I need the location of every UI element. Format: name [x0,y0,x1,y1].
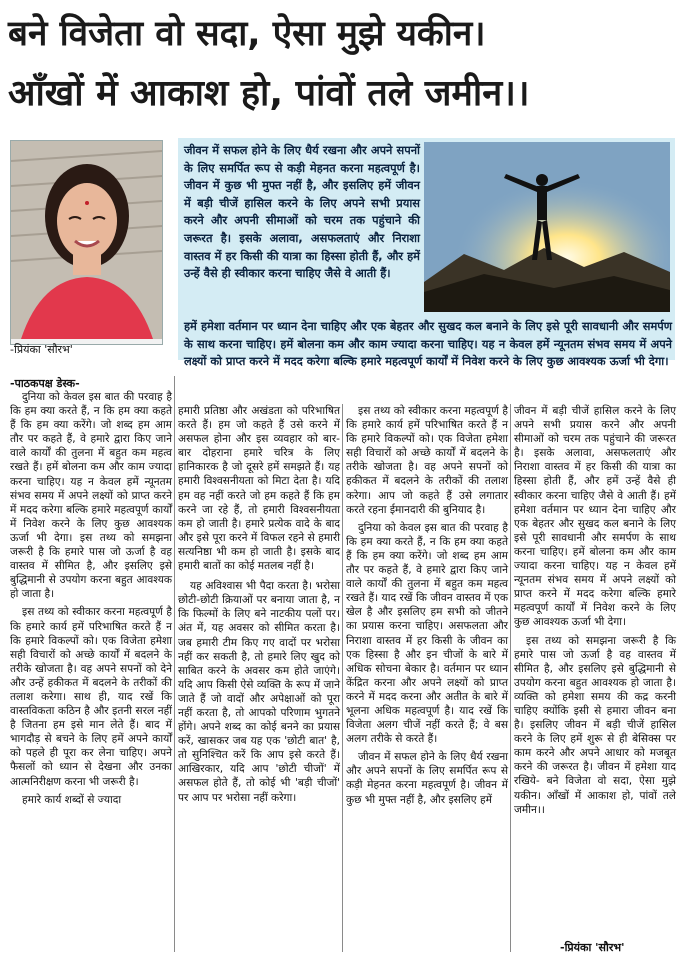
column-1-paragraph: इस तथ्य को स्वीकार करना महत्वपूर्ण है कि हमारे कार्य हमें परिभाषित करते हैं न कि हमारे विकल्पों को। एक विजेता हमेशा सही विचारों को अच्छे कार्यों में बदलने के तरीके खोजता है। वह अपने सपनों को देने और उन्हें हकीकत में बदलने के तरीकों की तलाश करेगा। साथ ही, याद रखें कि वास्तविकता कठिन है और इतनी सरल नहीं है जितना हम इसे मान लेते हैं। बाद में भागदौड़ से बचने के लिए हमें अपने कार्यों को पहले ही पूरा कर लेना चाहिए। अपने फैसलों को ध्यान से देखना और उनका आत्मनिरीक्षण करना भी जरूरी है। [10,606,172,788]
column-divider [174,376,175,952]
column-4-paragraph: इस तथ्य को समझना जरूरी है कि हमारे पास जो ऊर्जा है वह वास्तव में सीमित है, और इसलिए इसे बुद्धिमानी से उपयोग करना बहुत आवश्यक हो जाता है। व्यक्ति को हमेशा समय की कद्र करनी चाहिए क्योंकि इसी से हमारा जीवन बना है। इसलिए जीवन में बड़ी चीजें हासिल करने के लिए हमें शुरू से ही बेसिक्स पर काम करने और अपने आधार को मजबूत करने की जरूरत है। जीवन में हमेशा याद रखिये- बने विजेता वो सदा, ऐसा मुझे यकीन। आँखों में आकाश हो, पांवों तले जमीन।। [514,634,676,816]
column-1 [10,390,172,807]
column-3 [346,404,508,807]
column-3-paragraph: दुनिया को केवल इस बात की परवाह है कि हम क्या करते हैं, न कि हम क्या कहते हैं कि हम क्या करेंगे। जो शब्द हम आम तौर पर कहते हैं, वे हमारे द्वारा किए जाने वाले कार्यों की तुलना में बहुत कम महत्व रखते हैं। याद रखें कि जीवन वास्तव में एक खेल है और इसलिए हम सभी को जीतने का प्रयास करना चाहिए। असफलता और निराशा वास्तव में हर किसी के जीवन का एक हिस्सा है और इन चीजों के बारे में अधिक सोचना बेकार है। वर्तमान पर ध्यान केंद्रित करना और अपने लक्ष्यों को प्राप्त करने में मदद करना और अतीत के बारे में भूलना अधिक महत्वपूर्ण है। याद रखें कि विजेता अलग चीजें नहीं करते हैं; वे बस अलग तरीके से करते हैं। [346,521,508,746]
intro-paragraph-1: जीवन में सफल होने के लिए धैर्य रखना और अपने सपनों के लिए समर्पित रूप से कड़ी मेहनत करना महत्वपूर्ण है। जीवन में कुछ भी मुफ्त नहीं है, और इसलिए हमें जीवन में बड़ी चीजें हासिल करने के लिए अपने सभी प्रयास करने और अपनी सीमाओं को चरम तक पहुंचाने की जरूरत है। इसके अलावा, असफलताएं और निराशा वास्तव में हर किसी की यात्रा का हिस्सा होती हैं, और हमें उन्हें वैसे ही स्वीकार करना चाहिए जैसे वे आती हैं। [184,143,420,281]
intro-paragraph-2: हमें हमेशा वर्तमान पर ध्यान देना चाहिए और एक बेहतर और सुखद कल बनाने के लिए इसे पूरी सावधानी और समर्पण के साथ करना चाहिए। हमें बोलना कम और काम ज्यादा करना चाहिए। यह न केवल हमें न्यूनतम संभव समय में अपने लक्ष्यों को प्राप्त करने में मदद करेगा बल्कि हमारे महत्वपूर्ण कार्यों में निवेश करने के लिए कुछ आवश्यक ऊर्जा भी देगा। [184,319,672,369]
headline [0,0,681,134]
author-signature: -प्रियंका 'सौरभ' [560,941,625,954]
column-2 [178,404,340,805]
column-divider [510,404,511,952]
author-photo [10,140,163,345]
column-divider [342,404,343,952]
headline-line-2: आँखों में आकाश हो, पांवों तले जमीन।। [8,73,530,114]
column-3-paragraph: जीवन में सफल होने के लिए धैर्य रखना और अपने सपनों के लिए समर्पित रूप से कड़ी मेहनत करना महत्वपूर्ण है। जीवन में कुछ भी मुफ्त नहीं है, और इसलिए हमें [346,751,508,806]
column-1-paragraph: दुनिया को केवल इस बात की परवाह है कि हम क्या करते हैं, न कि हम क्या कहते हैं कि हम क्या करेंगे। जो शब्द हम आम तौर पर कहते हैं, वे हमारे द्वारा किए जाने वाले कार्यों की तुलना में बहुत कम महत्व रखते हैं। हमें बोलना कम और काम ज्यादा करना चाहिए। यह न केवल हमें न्यूनतम संभव समय में अपने लक्ष्यों को प्राप्त करने में मदद करेगा बल्कि हमारे महत्वपूर्ण कार्यों में निवेश करने के लिए कुछ आवश्यक ऊर्जा भी देगा। इस तथ्य को समझना जरूरी है कि हमारे पास जो ऊर्जा है वह वास्तव में सीमित है, और इसलिए इसे बुद्धिमानी से उपयोग करना बहुत आवश्यक हो जाता है। [10,391,172,601]
sunset-photo-icon [424,142,670,312]
column-3-paragraph: इस तथ्य को स्वीकार करना महत्वपूर्ण है कि हमारे कार्य हमें परिभाषित करते हैं न कि हमारे विकल्पों को। एक विजेता हमेशा सही विचारों को अच्छे कार्यों में बदलने के तरीके खोजता है। वह अपने सपनों को हकीकत में बदलने के तरीकों की तलाश करेगा। आप जो कहते हैं उसे लगातार करते रहना ईमानदारी की बुनियाद है। [346,405,508,516]
headline-line-1: बने विजेता वो सदा, ऐसा मुझे यकीन। [8,14,486,54]
column-2-paragraph: यह अविश्वास भी पैदा करता है। भरोसा छोटी-छोटी क्रियाओं पर बनाया जाता है, न कि फिल्मों के लिए बने नाटकीय पलों पर। अंत में, यह अवसर को सीमित करता है। जब हमारी टीम किए गए वादों पर भरोसा नहीं कर सकती है, तो हमारे लिए खुद को साबित करने के अवसर कम होते जाएंगे। यदि आप किसी ऐसे व्यक्ति के रूप में जाने जाते हैं जो वादों और अपेक्षाओं को पूरा नहीं करता है, तो आपको परिणाम भुगतने होंगे। अपने शब्द का कोई बनने का प्रयास करें, खासकर जब यह एक 'छोटी बात' है, तो सुनिश्चित करें कि आप इसे करते हैं। आखिरकार, यदि आप 'छोटी चीजों' में असफल होते हैं, तो कोई भी 'बड़ी चीजों' पर आप पर भरोसा नहीं करेगा। [178,580,340,804]
intro-box [178,138,675,369]
column-4-paragraph: जीवन में बड़ी चीजें हासिल करने के लिए अपने सभी प्रयास करने और अपनी सीमाओं को चरम तक पहुंचाने की जरूरत है। इसके अलावा, असफलताएं और निराशा वास्तव में हर किसी की यात्रा का हिस्सा होती हैं, और हमें उन्हें वैसे ही स्वीकार करना चाहिए जैसे वे आती हैं। हमें हमेशा वर्तमान पर ध्यान देना चाहिए और एक बेहतर और सुखद कल बनाने के लिए इसे पूरी सावधानी और समर्पण के साथ करना चाहिए। हमें बोलना कम और काम ज्यादा करना चाहिए। यह न केवल हमें न्यूनतम संभव समय में अपने लक्ष्यों को प्राप्त करने में मदद करेगा बल्कि हमारे महत्वपूर्ण कार्यों में निवेश करने के लिए कुछ आवश्यक ऊर्जा भी देगा। [514,405,676,629]
column-2-paragraph: हमारी प्रतिष्ठा और अखंडता को परिभाषित करते हैं। हम जो कहते हैं उसे करने में असफल होना और इस व्यवहार को बार-बार दोहराना हमारे चरित्र के लिए हानिकारक है जो दूसरे हमें समझते हैं। यह हमारी विश्वसनीयता को मिटा देता है। यदि हम वह नहीं करते जो हम कहते हैं कि हम करने जा रहे हैं, तो हमारी विश्वसनीयता कम हो जाती है। हमारे प्रत्येक वादे के बाद और इसे पूरा करने में विफल रहने से हमारी सत्यनिष्ठा भी कम हो जाती है। इसके बाद हमारी बातों का कोई मतलब नहीं है। [178,405,340,573]
desk-label: -पाठकपक्ष डेस्क- [10,377,80,390]
photo-caption: -प्रियंका 'सौरभ' [10,343,73,356]
column-1-paragraph: हमारे कार्य शब्दों से ज्यादा [22,793,122,806]
column-4 [514,404,676,817]
portrait-photo-icon [11,141,162,339]
